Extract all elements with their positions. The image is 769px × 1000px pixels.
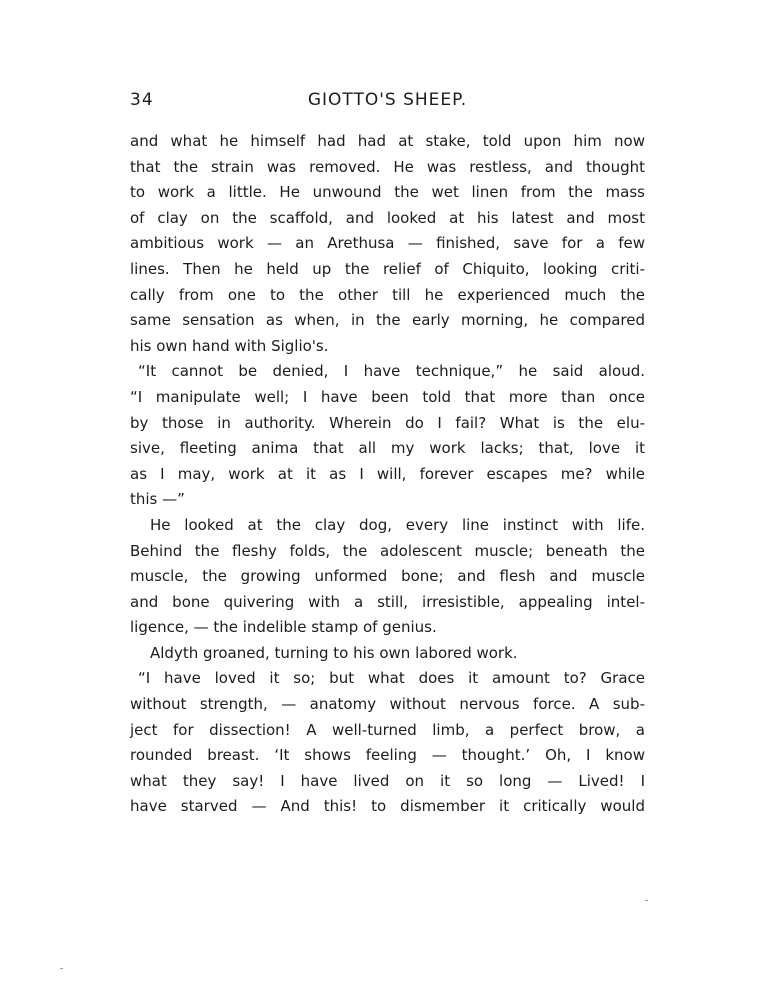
text-line: and what he himself had had at stake, told upon him now — [130, 132, 645, 150]
text-line: have starved — And this! to dismember it critically would — [130, 797, 645, 816]
text-line: He looked at the clay dog, every line instinct with life. — [150, 515, 645, 534]
body-text — [130, 129, 645, 820]
text-line: same sensation as when, in the early morning, he compared — [130, 311, 645, 330]
text-line: muscle, the growing unformed bone; and flesh and muscle — [130, 567, 645, 586]
text-line: ambitious work — an Arethusa — finished, save for a few — [130, 234, 645, 253]
text-line: his own hand with Siglio's. — [130, 336, 329, 355]
text-line: Behind the fleshy folds, the adolescent muscle; beneath the — [130, 541, 645, 560]
text-line: as I may, work at it as I will, forever escapes me? while — [130, 464, 645, 483]
text-line: that the strain was removed. He was restless, and thought — [130, 157, 645, 176]
text-line: “I have loved it so; but what does it amount to? Grace — [138, 669, 645, 688]
text-line: “I manipulate well; I have been told that more than once — [130, 387, 645, 406]
text-line: this —” — [130, 490, 185, 509]
scan-speck — [60, 968, 63, 969]
text-line: Aldyth groaned, turning to his own labored work. — [150, 643, 518, 662]
text-line: sive, fleeting anima that all my work lacks; that, love it — [130, 439, 645, 458]
text-line: to work a little. He unwound the wet linen from the mass — [130, 183, 645, 202]
text-line: of clay on the scaffold, and looked at his latest and most — [130, 208, 645, 227]
text-line: what they say! I have lived on it so long — Lived! I — [130, 771, 645, 790]
text-line: cally from one to the other till he experienced much the — [130, 285, 645, 304]
page-header — [130, 90, 645, 114]
text-line: “It cannot be denied, I have technique,” he said aloud. — [138, 362, 645, 381]
text-line: ligence, — the indelible stamp of genius. — [130, 618, 437, 637]
text-line: without strength, — anatomy without nervous force. A sub- — [130, 695, 645, 714]
scan-speck — [645, 900, 648, 901]
text-line: by those in authority. Wherein do I fail? What is the elu- — [130, 413, 645, 432]
page-number: 34 — [130, 90, 154, 110]
text-line: ject for dissection! A well-turned limb, a perfect brow, a — [130, 720, 645, 739]
text-line: lines. Then he held up the relief of Chiquito, looking criti- — [130, 259, 645, 278]
text-line: and bone quivering with a still, irresistible, appealing intel- — [130, 592, 645, 611]
text-line: rounded breast. ‘It shows feeling — thought.’ Oh, I know — [130, 746, 645, 765]
running-head: GIOTTO'S SHEEP. — [307, 90, 468, 110]
